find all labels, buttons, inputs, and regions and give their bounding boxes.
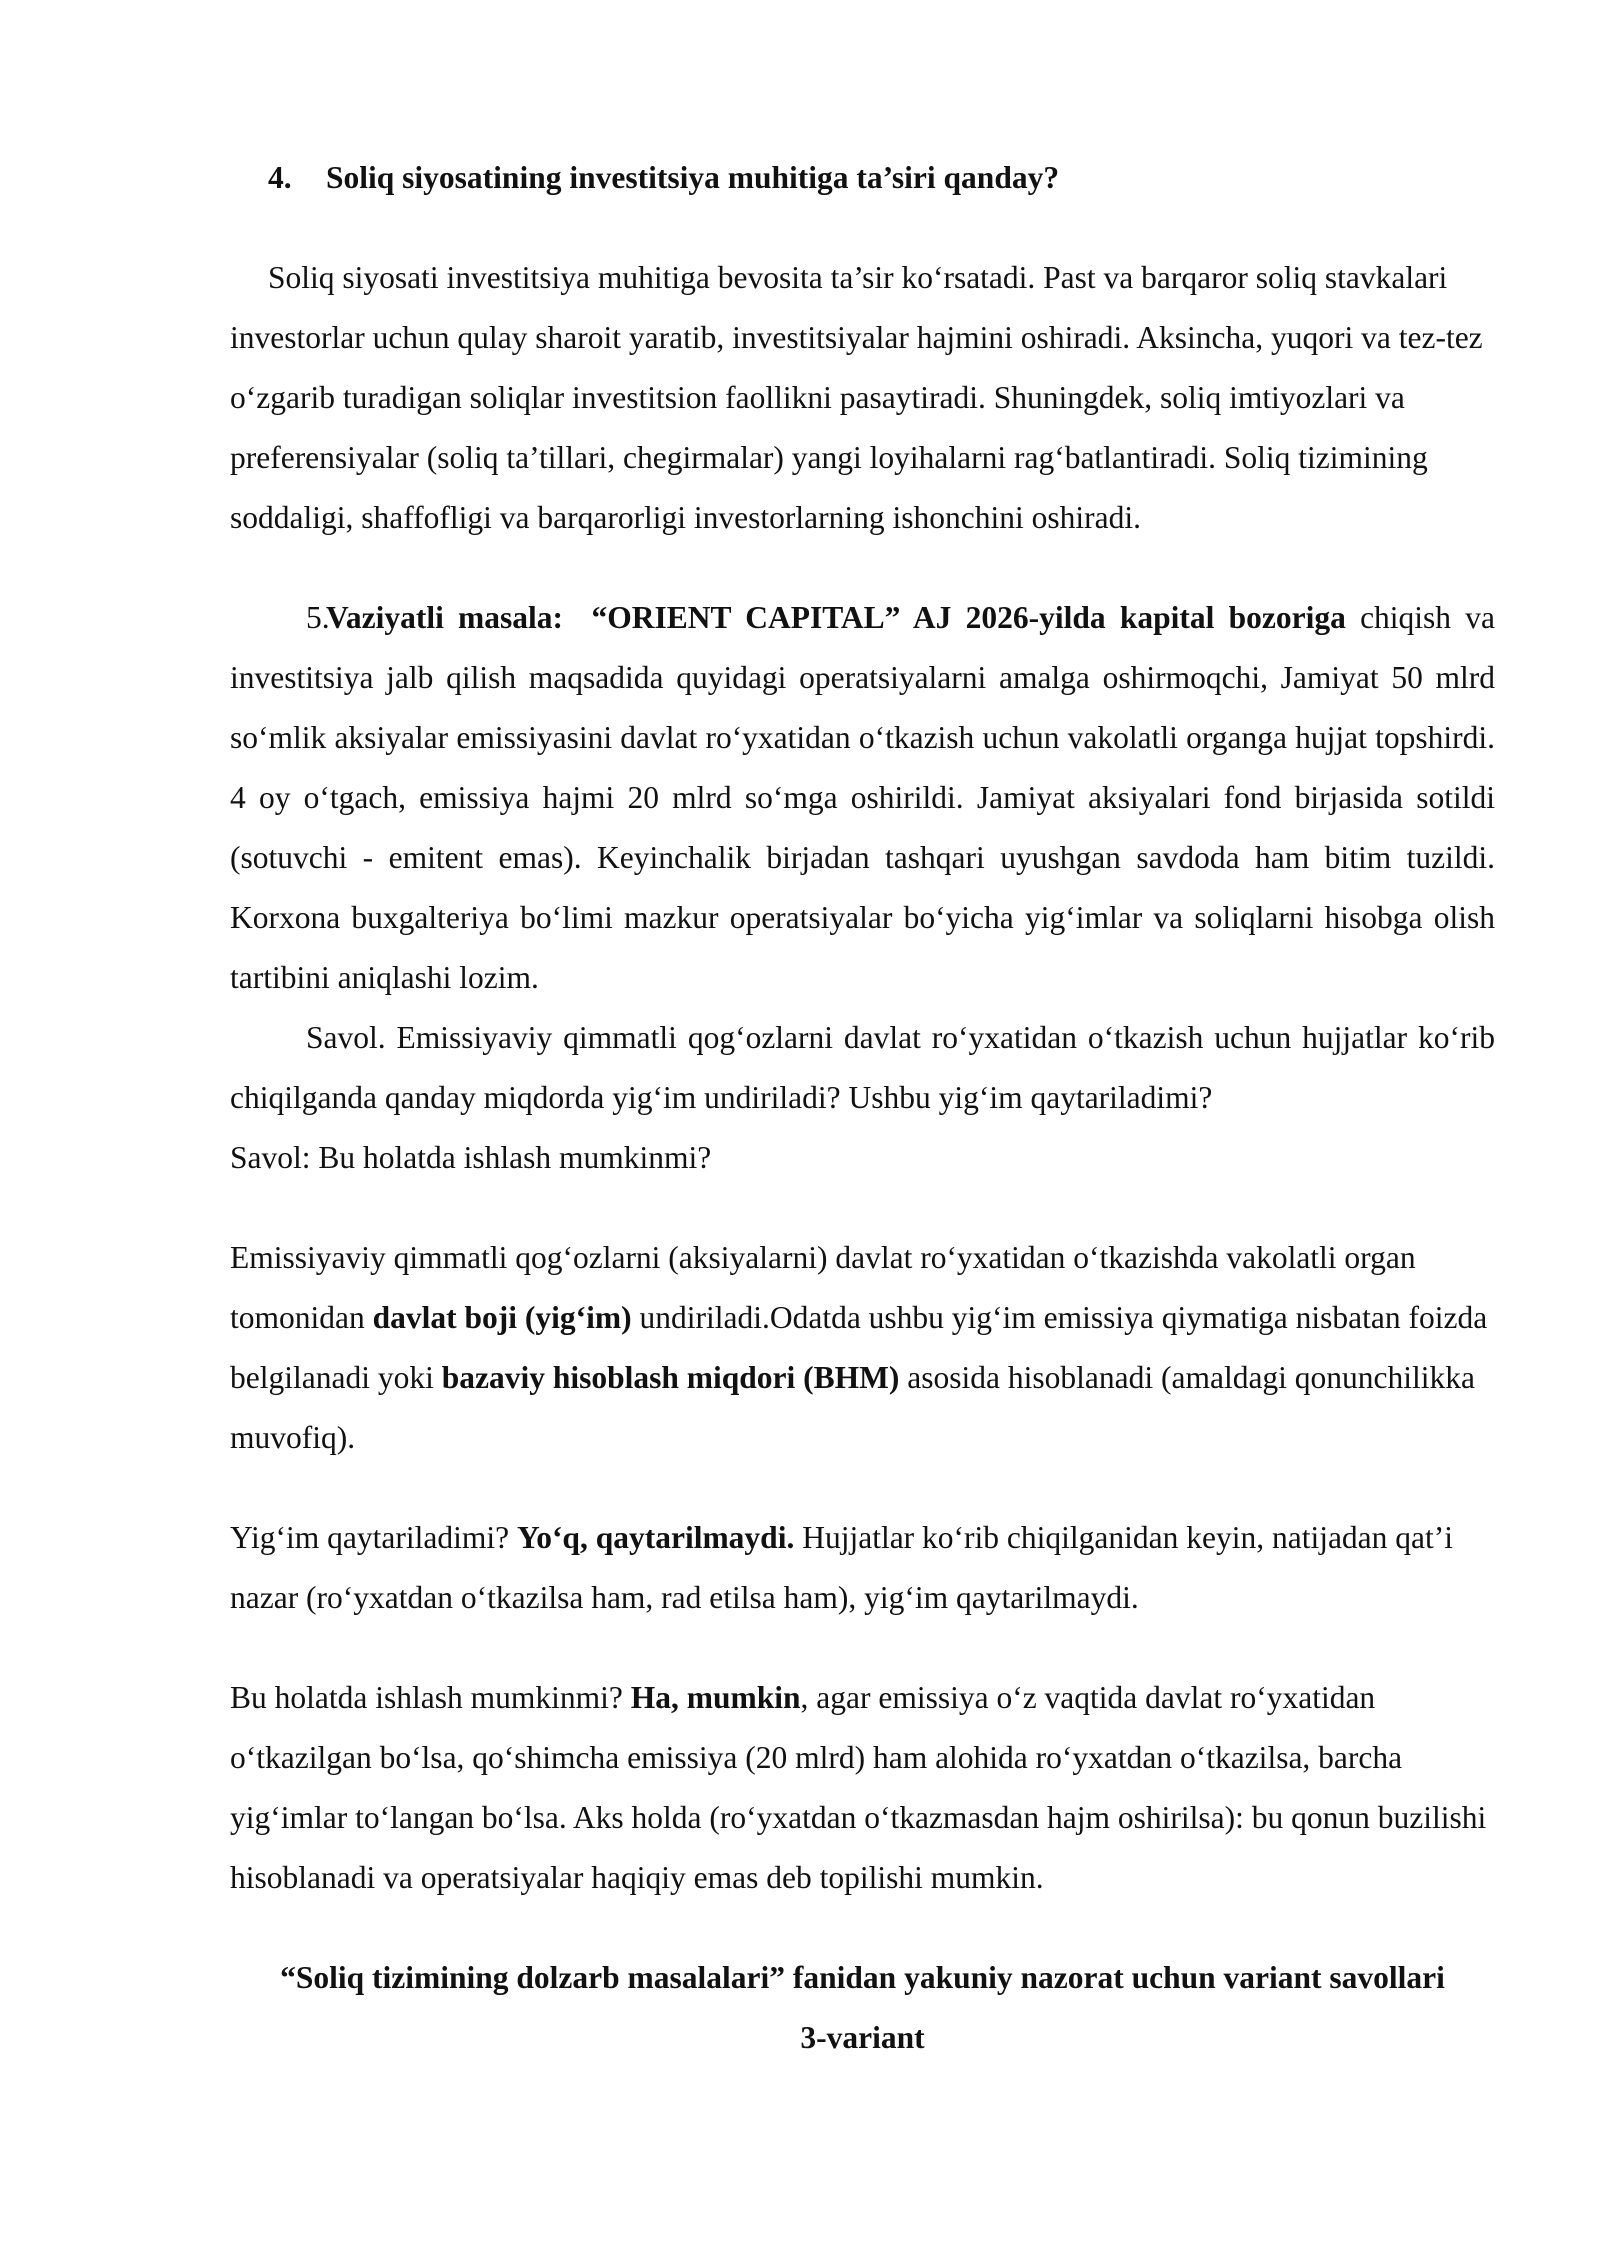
answer-1-text-b: undiriladi.Odatda ushbu yig‘im emissiya qiymatiga nisbatan foizda belgilanadi yoki (230, 1300, 1488, 1395)
question-5-number: 5. (306, 600, 330, 635)
answer-paragraph-2 (230, 1508, 1495, 1628)
variant-label: 3-variant (800, 2020, 925, 2055)
answer-2-bold-a: Yo‘q, qaytarilmaydi. (516, 1520, 795, 1555)
answer-1-text-a: Emissiyaviy qimmatli qog‘ozlarni (aksiyalarni) davlat ro‘yxatidan o‘tkazishda vakolatli organ tomonidan (230, 1240, 1416, 1335)
answer-2-text-b: Hujjatlar ko‘rib chiqilganidan keyin, natijadan qat’i nazar (ro‘yxatdan o‘tkazilsa ham, rad etilsa ham), yig‘im qaytarilmaydi. (230, 1520, 1454, 1615)
case-study-paragraph (230, 588, 1495, 1008)
case-question-2: Savol: Bu holatda ishlash mumkinmi? (230, 1140, 712, 1175)
answer-3-bold-a: Ha, mumkin (630, 1680, 801, 1715)
case-study-label: Vaziyatli masala: (326, 600, 564, 635)
case-study-intro: “ORIENT CAPITAL” AJ 2026-yilda kapital bozoriga (591, 600, 1346, 635)
case-question-1: Savol. Emissiyaviy qimmatli qog‘ozlarni davlat ro‘yxatidan o‘tkazish uchun hujjatlar ko‘rib chiqilganda qanday miqdorda yig‘im undiriladi? Ushbu yig‘im qaytariladimi? (230, 1020, 1495, 1115)
question-4-title: Soliq siyosatining investitsiya muhitiga ta’siri qanday? (326, 160, 1060, 195)
answer-paragraph-1 (230, 1228, 1495, 1468)
answer-paragraph-3 (230, 1668, 1495, 1908)
document-page (230, 148, 1495, 2068)
answer-2-text-a: Yig‘im qaytariladimi? (230, 1520, 517, 1555)
answer-1-bold-a: davlat boji (yig‘im) (372, 1300, 632, 1335)
answer-1-text-c: asosida hisoblanadi (amaldagi qonunchilikka muvofiq). (230, 1360, 1476, 1455)
case-study-text: chiqish va investitsiya jalb qilish maqsadida quyidagi operatsiyalarni amalga oshirmoqchi, Jamiyat 50 mlrd so‘mlik aksiyalar emissiyasini davlat ro‘yxatidan o‘tkazish uchun vakolatli organga hujjat topshirdi. 4 oy o‘tgach, emissiya hajmi 20 mlrd so‘mga oshirildi. Jamiyat aksiyalari fond birjasida sotildi (sotuvchi - emitent emas). Keyinchalik birjadan tashqari uyushgan savdoda ham bitim tuzildi. Korxona buxgalteriya bo‘limi mazkur operatsiyalar bo‘yicha yig‘imlar va soliqlarni hisobga olish tartibini aniqlashi lozim. (230, 600, 1496, 995)
question-4-answer: Soliq siyosati investitsiya muhitiga bevosita ta’sir ko‘rsatadi. Past va barqaror soliq stavkalari investorlar uchun qulay sharoit yaratib, investitsiyalar hajmini oshiradi. Aksincha, yuqori va tez-tez o‘zgarib turadigan soliqlar investitsion faollikni pasaytiradi. Shuningdek, soliq imtiyozlari va preferensiyalar (soliq ta’tillari, chegirmalar) yangi loyihalarni rag‘batlantiradi. Soliq tizimining soddaligi, shaffofligi va barqarorligi investorlarning ishonchini oshiradi. (230, 260, 1483, 535)
answer-3-text-a: Bu holatda ishlash mumkinmi? (230, 1680, 631, 1715)
question-4-heading (230, 148, 1495, 208)
closing-title: “Soliq tizimining dolzarb masalalari” fanidan yakuniy nazorat uchun variant savollari (280, 1960, 1445, 1995)
answer-3-text-b: , agar emissiya o‘z vaqtida davlat ro‘yxatidan o‘tkazilgan bo‘lsa, qo‘shimcha emissiya (20 mlrd) ham alohida ro‘yxatdan o‘tkazilsa, barcha yig‘imlar to‘langan bo‘lsa. Aks holda (ro‘yxatdan o‘tkazmasdan hajm oshirilsa): bu qonun buzilishi hisoblanadi va operatsiyalar haqiqiy emas deb topilishi mumkin. (230, 1680, 1487, 1895)
answer-1-bold-b: bazaviy hisoblash miqdori (BHM) (441, 1360, 900, 1395)
question-4-number: 4. (268, 160, 292, 195)
